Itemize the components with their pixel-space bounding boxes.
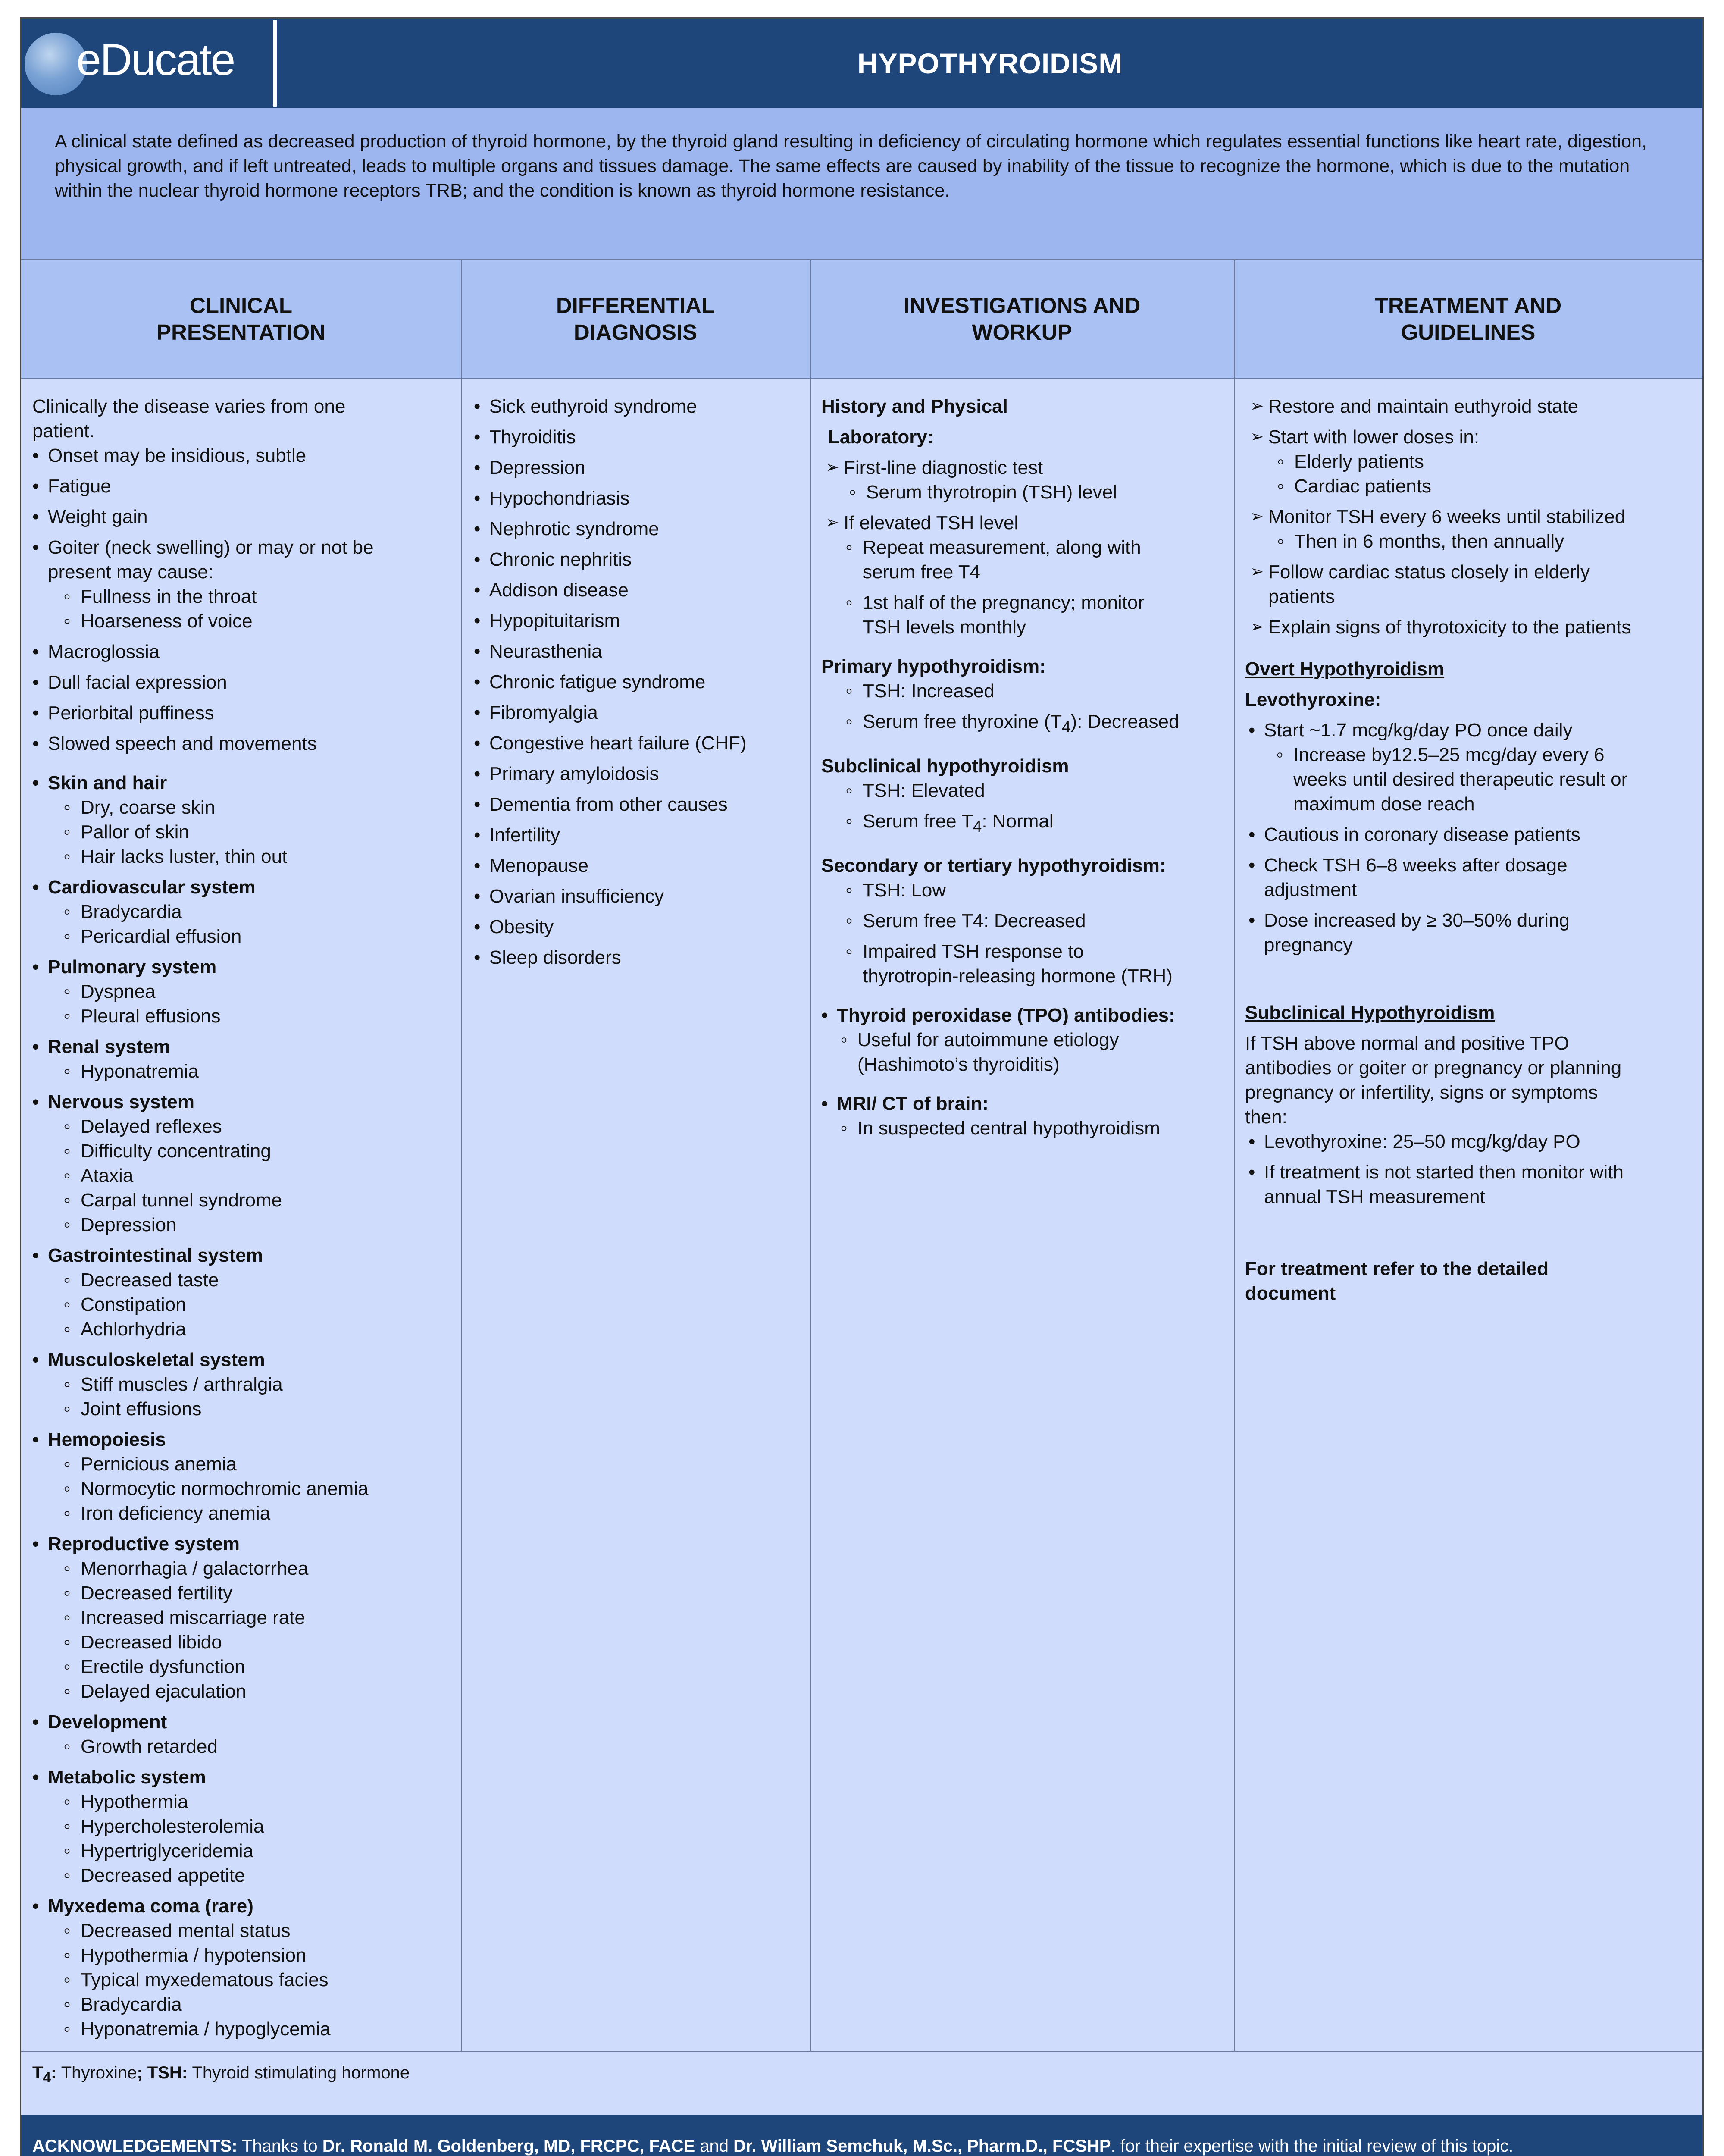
list-item: • Slowed speech and movements: [48, 731, 453, 756]
sub-list-item: ◦ Joint effusions: [81, 1397, 453, 1421]
treatment-note: document: [1245, 1283, 1336, 1304]
abbr-term-text: T: [32, 2063, 43, 2082]
definition-paragraph: A clinical state defined as decreased production of thyroid hormone, by the thyroid gland resulting in deficiency of circulating hormone which regulates essential functions like heart rate, digestion, physical growth, and if left untreated, leads to multiple organs and tissues damage. The same effects are caused by inability of the tissue to recognize the hormone, which is due to the mutation within the nuclear thyroid hormone receptors TRB; and the condition is known as thyroid hormone resistance.: [21, 108, 1702, 259]
logo-text: eDucate: [76, 35, 235, 85]
sub-list-item-continued: thyrotropin-releasing hormone (TRH): [863, 965, 1173, 987]
sub-list-item-continued: weeks until desired therapeutic result or: [1293, 769, 1628, 790]
abbr-desc: Thyroxine: [56, 2063, 137, 2082]
ack-person: Dr. William Semchuk, M.Sc., Pharm.D., FCSHP: [733, 2136, 1111, 2156]
paragraph-line: pregnancy or infertility, signs or symptoms: [1245, 1082, 1598, 1103]
sub-list-item: ◦ Delayed ejaculation: [81, 1679, 453, 1704]
sub-list-item: ◦ Decreased libido: [81, 1630, 453, 1655]
paragraph-line: antibodies or goiter or pregnancy or planning: [1245, 1057, 1622, 1078]
list-item: • Hypopituitarism: [489, 608, 802, 633]
text-part: Serum free thyroxine (T: [863, 711, 1062, 732]
sub-list-item: ◦ Decreased appetite: [81, 1863, 453, 1888]
list-item-continued: patients: [1268, 586, 1335, 607]
sub-list-item: ◦ Carpal tunnel syndrome: [81, 1188, 453, 1213]
sub-list-item: ◦ 1st half of the pregnancy; monitor: [863, 590, 1226, 615]
list-item: • Menopause: [489, 853, 802, 878]
sub-list-item: ◦ Iron deficiency anemia: [81, 1501, 453, 1526]
page-title: HYPOTHYROIDISM: [857, 47, 1123, 79]
section-heading: • Thyroid peroxidase (TPO) antibodies:: [837, 1003, 1226, 1028]
sub-list-item: ◦ Cardiac patients: [1294, 474, 1695, 498]
list-item: • Congestive heart failure (CHF): [489, 731, 802, 755]
text-part: Serum free T: [863, 810, 973, 832]
ack-text: . for their expertise with the initial review of this topic.: [1111, 2136, 1514, 2156]
list-item: • Nephrotic syndrome: [489, 517, 802, 541]
list-item: • Cautious in coronary disease patients: [1264, 822, 1695, 847]
list-item: ➢ If elevated TSH level: [844, 511, 1226, 535]
system-heading: • Pulmonary system: [48, 955, 453, 979]
clinical-intro: patient.: [32, 420, 95, 442]
sub-list-item-continued: maximum dose reach: [1293, 793, 1475, 815]
list-item: ➢ Explain signs of thyrotoxicity to the patients: [1268, 615, 1695, 639]
list-item-continued: present may cause:: [48, 561, 213, 583]
sub-list-item: ◦ Increase by12.5–25 mcg/day every 6: [1293, 743, 1695, 767]
list-item: ➢ First-line diagnostic test: [844, 455, 1226, 480]
system-heading: • Nervous system: [48, 1090, 453, 1114]
list-item: • Addison disease: [489, 578, 802, 602]
abbr-term: [32, 2063, 57, 2086]
header-divider: [273, 20, 277, 107]
list-item: • Chronic nephritis: [489, 547, 802, 572]
sub-list-item: ◦ Pallor of skin: [81, 820, 453, 844]
subscript: 4: [1062, 718, 1071, 736]
system-heading: • Hemopoiesis: [48, 1427, 453, 1452]
text-part: ): Decreased: [1070, 711, 1180, 732]
column-divider: [1234, 259, 1235, 2051]
list-item: • Periorbital puffiness: [48, 701, 453, 725]
system-heading: • Metabolic system: [48, 1765, 453, 1789]
system-heading: • Renal system: [48, 1034, 453, 1059]
column-header-differential: [461, 259, 810, 379]
sub-list-item: ◦ Bradycardia: [81, 1992, 453, 2017]
sub-list-item: ◦ Hypertriglyceridemia: [81, 1839, 453, 1863]
list-item: • Macroglossia: [48, 639, 453, 664]
sub-list-item: ◦ Dyspnea: [81, 979, 453, 1004]
column-header-line: DIFFERENTIAL: [556, 293, 715, 318]
list-item: • Hypochondriasis: [489, 486, 802, 511]
sub-list-item: ◦ Repeat measurement, along with: [863, 535, 1226, 560]
sub-list-item: ◦ Ataxia: [81, 1163, 453, 1188]
list-item: • Infertility: [489, 823, 802, 847]
sub-list-item: [863, 809, 1226, 839]
sub-list-item-continued: serum free T4: [863, 561, 981, 583]
header-bar: [21, 19, 1702, 108]
paragraph-line: If TSH above normal and positive TPO: [1245, 1033, 1569, 1054]
sub-list-item: ◦ Normocytic normochromic anemia: [81, 1476, 453, 1501]
investigations-column: [810, 379, 1234, 2051]
section-heading: Laboratory:: [828, 426, 934, 448]
list-item: ➢ Restore and maintain euthyroid state: [1268, 394, 1695, 419]
educate-logo: [21, 19, 278, 108]
section-heading: Levothyroxine:: [1245, 689, 1381, 710]
list-item: • Goiter (neck swelling) or may or not be: [48, 535, 453, 560]
sub-list-item: ◦ Serum thyrotropin (TSH) level: [866, 480, 1226, 505]
list-item: • Depression: [489, 455, 802, 480]
sub-list-item: ◦ Hypothermia: [81, 1789, 453, 1814]
column-divider: [810, 259, 811, 2051]
sub-list-item: ◦ Serum free T4: Decreased: [863, 909, 1226, 933]
abbr-term-text: :: [50, 2063, 57, 2082]
sub-list-item: ◦ TSH: Low: [863, 878, 1226, 903]
list-item: • If treatment is not started then monitor with: [1264, 1160, 1695, 1185]
sub-list-item: ◦ TSH: Increased: [863, 679, 1226, 703]
system-heading: • Development: [48, 1710, 453, 1734]
abbr-desc: Thyroid stimulating hormone: [188, 2063, 410, 2082]
sub-list-item: ◦ Pernicious anemia: [81, 1452, 453, 1476]
list-item-continued: adjustment: [1264, 879, 1357, 900]
column-header-line: GUIDELINES: [1401, 320, 1536, 345]
column-header-line: CLINICAL: [190, 293, 292, 318]
column-header-investigations: [810, 259, 1234, 379]
sub-list-item: ◦ Stiff muscles / arthralgia: [81, 1372, 453, 1397]
list-item-continued: annual TSH measurement: [1264, 1186, 1485, 1207]
sub-list-item: ◦ Impaired TSH response to: [863, 939, 1226, 964]
system-heading: • Reproductive system: [48, 1532, 453, 1556]
sub-list-item: ◦ Hyponatremia / hypoglycemia: [81, 2017, 453, 2041]
list-item: • Dementia from other causes: [489, 792, 802, 817]
column-header-line: WORKUP: [972, 320, 1072, 345]
column-header-line: INVESTIGATIONS AND: [903, 293, 1141, 318]
column-header-line: PRESENTATION: [156, 320, 325, 345]
sub-list-item: ◦ Achlorhydria: [81, 1317, 453, 1341]
column-header-treatment: [1234, 259, 1702, 379]
sub-list-item: ◦ Decreased mental status: [81, 1918, 453, 1943]
sub-list-item: ◦ Hyponatremia: [81, 1059, 453, 1084]
list-item: • Ovarian insufficiency: [489, 884, 802, 909]
sub-list-item: ◦ Menorrhagia / galactorrhea: [81, 1556, 453, 1581]
section-heading: History and Physical: [821, 396, 1008, 417]
column-divider: [461, 259, 462, 2051]
clinical-intro: Clinically the disease varies from one: [32, 396, 346, 417]
sub-list-item: ◦ Delayed reflexes: [81, 1114, 453, 1139]
column-header-line: TREATMENT AND: [1374, 293, 1562, 318]
list-item: • Start ~1.7 mcg/kg/day PO once daily: [1264, 718, 1695, 743]
text-part: : Normal: [982, 810, 1054, 832]
list-item: ➢ Follow cardiac status closely in elderly: [1268, 560, 1695, 584]
sub-list-item: ◦ Hair lacks luster, thin out: [81, 844, 453, 869]
section-heading: Subclinical hypothyroidism: [821, 755, 1069, 777]
list-item: • Levothyroxine: 25–50 mcg/kg/day PO: [1264, 1129, 1695, 1154]
section-heading: • MRI/ CT of brain:: [837, 1091, 1226, 1116]
list-item: • Onset may be insidious, subtle: [48, 443, 453, 468]
sub-list-item: ◦ Depression: [81, 1213, 453, 1237]
list-item: • Dose increased by ≥ 30–50% during: [1264, 908, 1695, 933]
sub-list-item: ◦ Typical myxedematous facies: [81, 1968, 453, 1992]
ack-label: ACKNOWLEDGEMENTS:: [32, 2136, 238, 2156]
list-item: • Sleep disorders: [489, 945, 802, 970]
list-item: • Dull facial expression: [48, 670, 453, 695]
sub-list-item: ◦ Decreased taste: [81, 1268, 453, 1292]
treatment-column: [1234, 379, 1702, 2051]
system-heading: • Myxedema coma (rare): [48, 1894, 453, 1918]
sub-list-item: ◦ Decreased fertility: [81, 1581, 453, 1605]
column-header-clinical: [21, 259, 461, 379]
list-item: • Neurasthenia: [489, 639, 802, 664]
system-heading: • Musculoskeletal system: [48, 1348, 453, 1372]
sub-list-item: ◦ Hypothermia / hypotension: [81, 1943, 453, 1968]
subscript: 4: [43, 2070, 51, 2086]
sub-list-item: ◦ Fullness in the throat: [81, 584, 453, 609]
paragraph-line: then:: [1245, 1106, 1287, 1128]
abbreviations: [21, 2051, 1702, 2115]
sub-list-item: ◦ Hypercholesterolemia: [81, 1814, 453, 1839]
list-item-continued: pregnancy: [1264, 934, 1353, 956]
sub-list-item: ◦ Increased miscarriage rate: [81, 1605, 453, 1630]
list-item: • Sick euthyroid syndrome: [489, 394, 802, 419]
sub-list-item: ◦ In suspected central hypothyroidism: [857, 1116, 1226, 1141]
list-item: ➢ Start with lower doses in:: [1268, 425, 1695, 449]
sub-list-item: ◦ Then in 6 months, then annually: [1294, 529, 1695, 554]
section-heading: Primary hypothyroidism:: [821, 656, 1046, 677]
sub-list-item: ◦ Elderly patients: [1294, 449, 1695, 474]
ack-person: Dr. Ronald M. Goldenberg, MD, FRCPC, FACE: [322, 2136, 695, 2156]
sub-list-item: [863, 709, 1226, 739]
list-item: • Chronic fatigue syndrome: [489, 670, 802, 694]
differential-diagnosis-column: [461, 379, 810, 2051]
list-item: • Fatigue: [48, 474, 453, 498]
list-item: • Weight gain: [48, 505, 453, 529]
sub-list-item: ◦ Erectile dysfunction: [81, 1655, 453, 1679]
list-item: ➢ Monitor TSH every 6 weeks until stabilized: [1268, 505, 1695, 529]
sub-list-item: ◦ Dry, coarse skin: [81, 795, 453, 820]
system-heading: • Gastrointestinal system: [48, 1243, 453, 1268]
section-heading: Overt Hypothyroidism: [1245, 658, 1445, 680]
sub-list-item: ◦ Bradycardia: [81, 899, 453, 924]
section-heading: Subclinical Hypothyroidism: [1245, 1002, 1495, 1023]
sub-list-item: ◦ Difficulty concentrating: [81, 1139, 453, 1163]
list-item: • Check TSH 6–8 weeks after dosage: [1264, 853, 1695, 877]
acknowledgements-bar: [21, 2115, 1702, 2156]
sub-list-item: ◦ Hoarseness of voice: [81, 609, 453, 633]
abbr-term: ; TSH:: [137, 2063, 188, 2082]
list-item: • Obesity: [489, 915, 802, 939]
sub-list-item: ◦ Growth retarded: [81, 1734, 453, 1759]
clinical-presentation-column: [21, 379, 461, 2051]
system-heading: • Cardiovascular system: [48, 875, 453, 899]
subscript: 4: [973, 817, 982, 835]
sub-list-item: ◦ Constipation: [81, 1292, 453, 1317]
sub-list-item: ◦ Pleural effusions: [81, 1004, 453, 1028]
sub-list-item: ◦ TSH: Elevated: [863, 778, 1226, 803]
column-header-line: DIAGNOSIS: [573, 320, 698, 345]
info-sheet: [20, 17, 1704, 2156]
ack-text: and: [695, 2136, 734, 2156]
sub-list-item-continued: TSH levels monthly: [863, 617, 1026, 638]
sub-list-item: ◦ Useful for autoimmune etiology: [857, 1028, 1226, 1052]
list-item: • Thyroiditis: [489, 425, 802, 449]
section-heading: Secondary or tertiary hypothyroidism:: [821, 855, 1166, 876]
ack-text: Thanks to: [237, 2136, 322, 2156]
sub-list-item: ◦ Pericardial effusion: [81, 924, 453, 949]
treatment-note: For treatment refer to the detailed: [1245, 1258, 1549, 1279]
system-heading: • Skin and hair: [48, 771, 453, 795]
list-item: • Primary amyloidosis: [489, 761, 802, 786]
list-item: • Fibromyalgia: [489, 700, 802, 725]
sub-list-item-continued: (Hashimoto’s thyroiditis): [857, 1053, 1060, 1075]
